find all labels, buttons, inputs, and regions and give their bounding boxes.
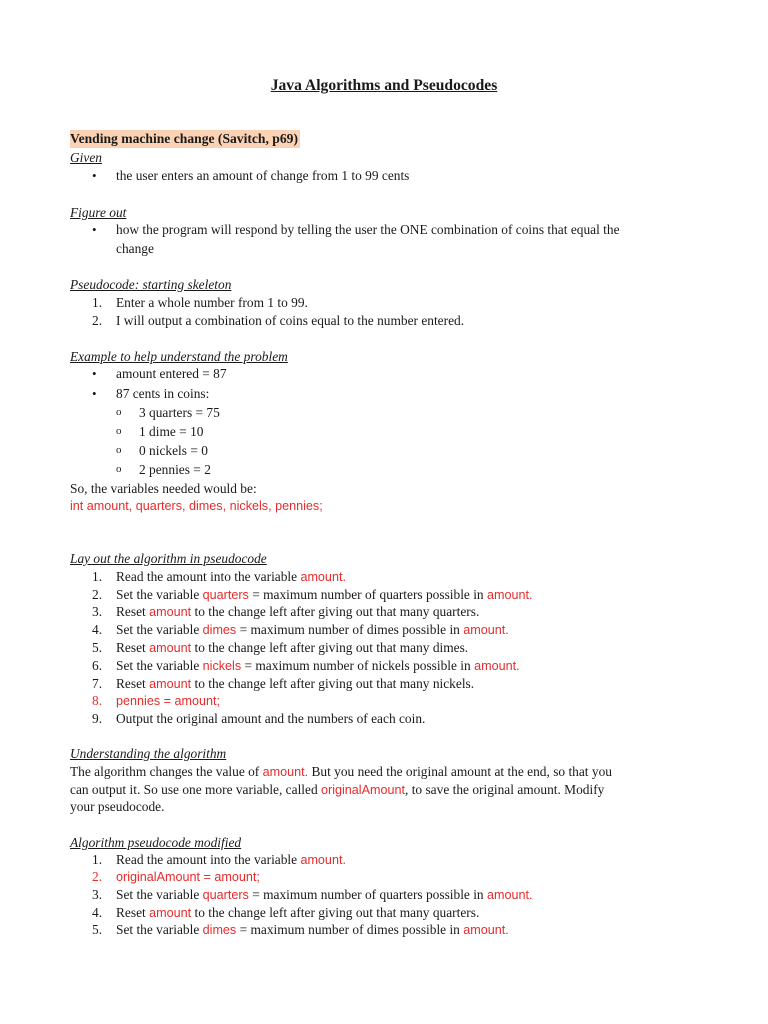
layout-step-1: Read the amount into the variable amount. bbox=[116, 569, 346, 584]
list-number: 2. bbox=[92, 587, 103, 602]
layout-step-2: Set the variable quarters = maximum number of quarters possible in amount. bbox=[116, 587, 533, 602]
list-number: 1. bbox=[92, 295, 103, 310]
skeleton-item: I will output a combination of coins equal to the number entered. bbox=[116, 313, 465, 328]
layout-heading: Lay out the algorithm in pseudocode bbox=[70, 551, 267, 566]
bullet-marker: • bbox=[92, 366, 97, 381]
modified-step-1: Read the amount into the variable amount. bbox=[116, 852, 346, 867]
example-bullet-amount: amount entered = 87 bbox=[116, 366, 227, 381]
list-number: 8. bbox=[92, 693, 103, 708]
given-heading: Given bbox=[70, 150, 102, 165]
understanding-line-2: can output it. So use one more variable, called originalAmount, to save the original amount. Modify bbox=[70, 782, 605, 797]
figure-out-text-line2: change bbox=[116, 241, 154, 256]
layout-step-8: pennies = amount; bbox=[116, 694, 220, 708]
modified-step-3: Set the variable quarters = maximum number of quarters possible in amount. bbox=[116, 887, 533, 902]
modified-step-4: Reset amount to the change left after giving out that many quarters. bbox=[116, 905, 480, 920]
coin-item: 2 pennies = 2 bbox=[139, 462, 211, 477]
layout-step-9: Output the original amount and the numbers of each coin. bbox=[116, 711, 426, 726]
layout-step-7: Reset amount to the change left after giving out that many nickels. bbox=[116, 676, 475, 691]
list-number: 4. bbox=[92, 905, 103, 920]
list-number: 1. bbox=[92, 569, 103, 584]
layout-step-3: Reset amount to the change left after giving out that many quarters. bbox=[116, 604, 480, 619]
bullet-marker: • bbox=[92, 222, 97, 237]
list-number: 6. bbox=[92, 658, 103, 673]
modified-step-2: originalAmount = amount; bbox=[116, 870, 260, 884]
page-title: Java Algorithms and Pseudocodes bbox=[270, 77, 498, 94]
modified-heading: Algorithm pseudocode modified bbox=[70, 835, 242, 850]
layout-step-5: Reset amount to the change left after giving out that many dimes. bbox=[116, 640, 469, 655]
example-heading: Example to help understand the problem bbox=[70, 349, 288, 364]
list-number: 9. bbox=[92, 711, 103, 726]
variables-intro: So, the variables needed would be: bbox=[70, 481, 257, 496]
coin-item: 0 nickels = 0 bbox=[139, 443, 208, 458]
list-number: 2. bbox=[92, 313, 103, 328]
list-number: 3. bbox=[92, 887, 103, 902]
list-number: 4. bbox=[92, 622, 103, 637]
coin-item: 3 quarters = 75 bbox=[139, 405, 220, 420]
circle-marker: o bbox=[116, 444, 122, 456]
variables-code: int amount, quarters, dimes, nickels, pennies; bbox=[70, 499, 323, 513]
list-number: 3. bbox=[92, 604, 103, 619]
understanding-heading: Understanding the algorithm bbox=[70, 746, 227, 761]
modified-step-5: Set the variable dimes = maximum number of dimes possible in amount. bbox=[116, 922, 509, 937]
understanding-line-3: your pseudocode. bbox=[70, 799, 165, 814]
list-number: 7. bbox=[92, 676, 103, 691]
bullet-marker: • bbox=[92, 386, 97, 401]
circle-marker: o bbox=[116, 406, 122, 418]
skeleton-item: Enter a whole number from 1 to 99. bbox=[116, 295, 308, 310]
layout-step-6: Set the variable nickels = maximum number of nickels possible in amount. bbox=[116, 658, 520, 673]
circle-marker: o bbox=[116, 425, 122, 437]
bullet-marker: • bbox=[92, 168, 97, 183]
skeleton-heading: Pseudocode: starting skeleton bbox=[70, 277, 232, 292]
list-number: 5. bbox=[92, 640, 103, 655]
figure-out-text-line1: how the program will respond by telling the user the ONE combination of coins that equal the bbox=[116, 222, 620, 237]
coin-item: 1 dime = 10 bbox=[139, 424, 204, 439]
list-number: 1. bbox=[92, 852, 103, 867]
list-number: 5. bbox=[92, 922, 103, 937]
section-heading: Vending machine change (Savitch, p69) bbox=[70, 131, 298, 146]
layout-step-4: Set the variable dimes = maximum number of dimes possible in amount. bbox=[116, 622, 509, 637]
figure-out-heading: Figure out bbox=[70, 205, 127, 220]
given-bullet-text: the user enters an amount of change from 1 to 99 cents bbox=[116, 168, 410, 183]
example-bullet-coins: 87 cents in coins: bbox=[116, 386, 210, 401]
list-number: 2. bbox=[92, 869, 103, 884]
circle-marker: o bbox=[116, 463, 122, 475]
understanding-line-1: The algorithm changes the value of amount. But you need the original amount at the end, so that you bbox=[70, 764, 612, 779]
